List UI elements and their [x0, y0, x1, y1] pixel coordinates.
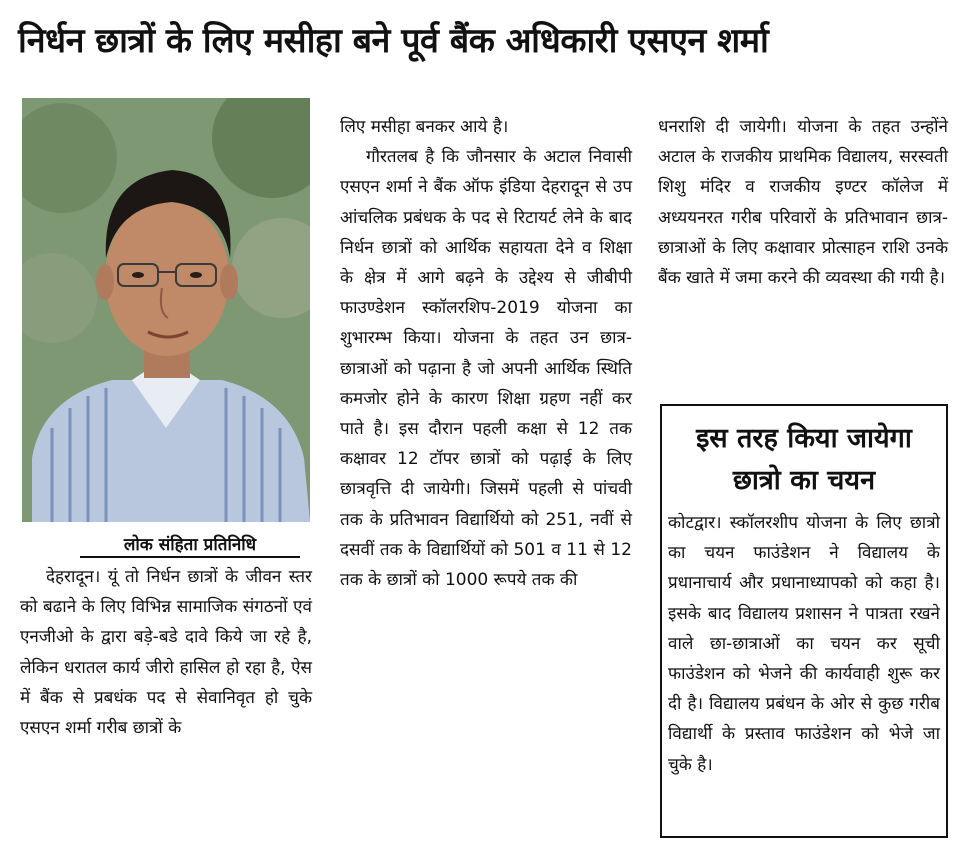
portrait-illustration	[22, 98, 310, 522]
column-1-paragraph: देहरादून। यूं तो निर्धन छात्रों के जीवन स्तर को बढाने के लिए विभिन्न सामाजिक संगठनों एवं एनजीओ के द्वारा बड़े-बडे दावे किये जा रहे है, लेकिन धरातल कार्य जीरो हासिल हो रहा है, ऐस में बैंक से प्रबधंक पद से सेवानिवृत हो चुके एसएन शर्मा गरीब छात्रों के	[20, 567, 312, 739]
column-3-paragraph: धनराशि दी जायेगी। योजना के तहत उन्होंने अटाल के राजकीय प्राथमिक विद्यालय, सरस्वती शिशु मंदिर व राजकीय इण्टर कॉलेज में अध्ययनरत गरीब परिवारों के प्रतिभावान छात्र-छात्राओं के लिए कक्षावार प्रोत्साहन राशि उनके बैंक खाते में जमा करने की व्यवस्था की गयी है।	[658, 117, 948, 289]
sidebar-box-title	[662, 418, 946, 502]
column-2-paragraph-1: लिए मसीहा बनकर आये है।	[340, 117, 509, 137]
article-column-1	[20, 562, 312, 743]
column-2-paragraph-2: गौरतलब है कि जौनसार के अटाल निवासी एसएन शर्मा ने बैंक ऑफ इंडिया देहरादून से उप आंचलिक प्रबंधक के पद से रिटायर्ट लेने के बाद निर्धन छात्रों को आर्थिक सहायता देने व शिक्षा के क्षेत्र में आगे बढ़ने के उद्देश्य से जीबीपी फाउण्डेशन स्कॉलरशिप-2019 योजना का शुभारम्भ किया। योजना के तहत उन छात्र-छात्राओं को पढ़ाना है जो अपनी आर्थिक स्थिति कमजोर होने के कारण शिक्षा ग्रहण नहीं कर पाते है। इस दौरान पहली कक्षा से 12 तक कक्षावर 12 टॉपर छात्रों को पढ़ाई के लिए छात्रवृत्ति दी जायेगी। जिसमें पहली से पांचवी तक के प्रतिभावन विद्यार्थियो को 251, नवीं से दसवीं तक के विद्यार्थियों को 501 व 11 से 12 तक के छात्रों को 1000 रूपये तक की	[340, 147, 632, 591]
sidebar-box-title-line-2: छात्रो का चयन	[732, 465, 876, 496]
sidebar-box-title-line-1: इस तरह किया जायेगा	[696, 423, 912, 454]
article-column-3	[658, 112, 948, 293]
byline: लोक संहिता प्रतिनिधि	[80, 532, 300, 558]
sidebar-box	[660, 404, 948, 838]
portrait-photo	[22, 98, 310, 522]
article-headline: निर्धन छात्रों के लिए मसीहा बने पूर्व बैंक अधिकारी एसएन शर्मा	[18, 21, 769, 61]
sidebar-box-text: कोटद्वार। स्कॉलरशीप योजना के लिए छात्रो का चयन फाउंडेशन ने विद्यालय के प्रधानाचार्य और प्रधानाध्यापको को कहा है। इसके बाद विद्यालय प्रशासन ने पात्रता रखने वाले छा-छात्राओं का चयन कर सूची फाउंडेशन को भेजने की कार्यवाही शुरू कर दी है। विद्यालय प्रबंधन के ओर से कुछ गरीब विद्यार्थी के प्रस्ताव फाउंडेशन को भेजे जा चुके है।	[668, 513, 940, 775]
article-column-2	[340, 112, 632, 595]
